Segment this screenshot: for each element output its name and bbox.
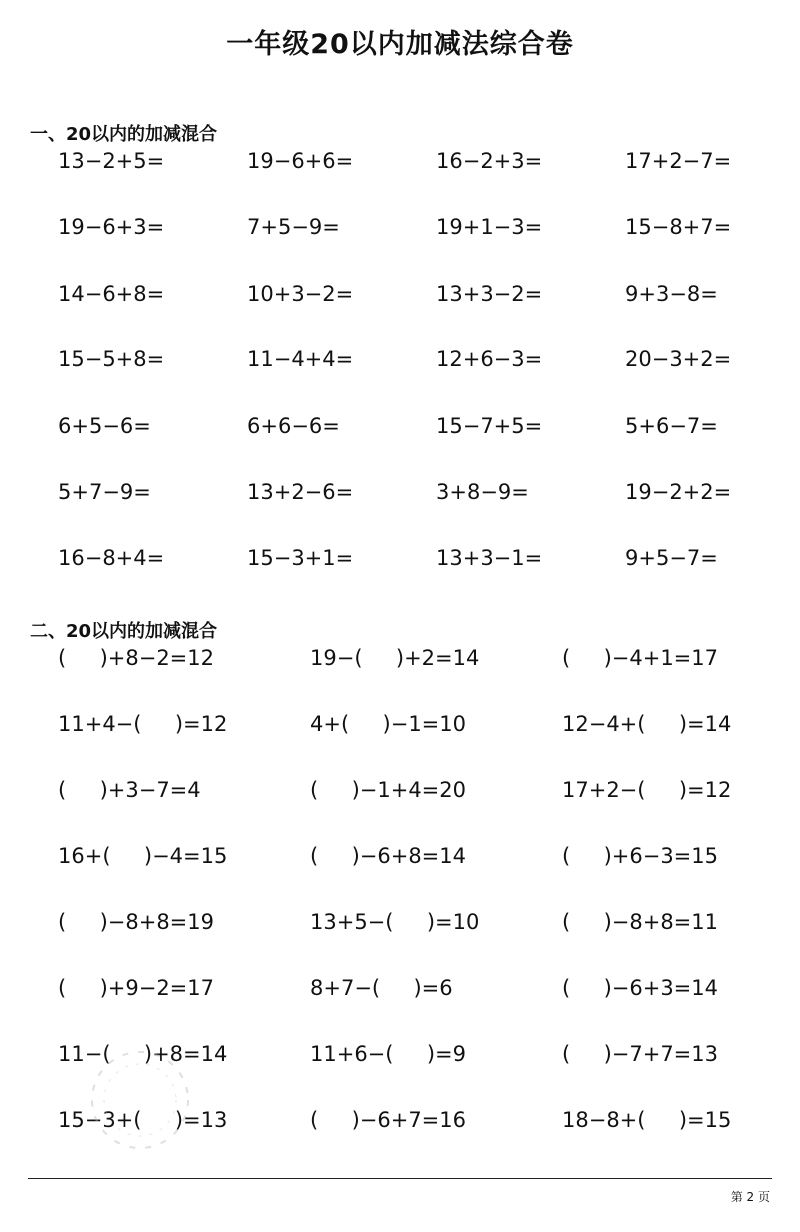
problem: 15−8+7= [625, 215, 732, 239]
problem: 9+5−7= [625, 546, 718, 570]
footer-divider [28, 1178, 772, 1179]
problem: 16−8+4= [58, 546, 165, 570]
page-title: 一年级20以内加减法综合卷 [226, 29, 574, 60]
problem: 16−2+3= [436, 149, 543, 173]
problem: 19−6+3= [58, 215, 165, 239]
problem: ( )−1+4=20 [310, 778, 466, 802]
problem: 5+7−9= [58, 480, 151, 504]
problem: 13−2+5= [58, 149, 165, 173]
problem: ( )+8−2=12 [58, 646, 214, 670]
problem: 13+5−( )=10 [310, 910, 480, 934]
worksheet-row [0, 968, 800, 1008]
problem: 6+6−6= [247, 414, 340, 438]
problem: 14−6+8= [58, 282, 165, 306]
problem: 12−4+( )=14 [562, 712, 732, 736]
problem: 19−6+6= [247, 149, 354, 173]
problem: 11+4−( )=12 [58, 712, 228, 736]
problem: ( )−4+1=17 [562, 646, 718, 670]
worksheet-row [0, 538, 800, 578]
problem: 15−3+( )=13 [58, 1108, 228, 1132]
worksheet-row [0, 770, 800, 810]
problem: 11−4+4= [247, 347, 354, 371]
problem: 7+5−9= [247, 215, 340, 239]
problem: 6+5−6= [58, 414, 151, 438]
problem: ( )−8+8=11 [562, 910, 718, 934]
worksheet-row [0, 339, 800, 379]
watermark-stamp [70, 1038, 210, 1178]
problem: 20−3+2= [625, 347, 732, 371]
problem: 3+8−9= [436, 480, 529, 504]
problem: ( )+3−7=4 [58, 778, 201, 802]
problem: 5+6−7= [625, 414, 718, 438]
problem: 13+2−6= [247, 480, 354, 504]
worksheet-row [0, 704, 800, 744]
problem: 4+( )−1=10 [310, 712, 466, 736]
problem: ( )−6+3=14 [562, 976, 718, 1000]
problem: 11+6−( )=9 [310, 1042, 466, 1066]
problem: ( )−6+8=14 [310, 844, 466, 868]
problem: 8+7−( )=6 [310, 976, 453, 1000]
worksheet-row [0, 274, 800, 314]
problem: ( )−8+8=19 [58, 910, 214, 934]
worksheet-row [0, 836, 800, 876]
problem: 15−5+8= [58, 347, 165, 371]
problem: 19−( )+2=14 [310, 646, 480, 670]
worksheet-row [0, 472, 800, 512]
problem: 13+3−2= [436, 282, 543, 306]
problem: 16+( )−4=15 [58, 844, 228, 868]
problem: 13+3−1= [436, 546, 543, 570]
problem: ( )−6+7=16 [310, 1108, 466, 1132]
worksheet-row [0, 902, 800, 942]
problem: 17+2−7= [625, 149, 732, 173]
worksheet-row [0, 406, 800, 446]
problem: 18−8+( )=15 [562, 1108, 732, 1132]
page-number: 第 2 页 [730, 1190, 770, 1204]
section-1-heading: 一、20以内的加减混合 [30, 124, 218, 145]
worksheet-row [0, 141, 800, 181]
problem: 15−7+5= [436, 414, 543, 438]
problem: ( )+9−2=17 [58, 976, 214, 1000]
problem: ( )−7+7=13 [562, 1042, 718, 1066]
problem: 19−2+2= [625, 480, 732, 504]
problem: 11−( )+8=14 [58, 1042, 228, 1066]
problem: 10+3−2= [247, 282, 354, 306]
problem: 15−3+1= [247, 546, 354, 570]
worksheet-row [0, 207, 800, 247]
problem: 9+3−8= [625, 282, 718, 306]
section-2-heading: 二、20以内的加减混合 [30, 621, 218, 642]
problem: 12+6−3= [436, 347, 543, 371]
problem: 17+2−( )=12 [562, 778, 732, 802]
problem: ( )+6−3=15 [562, 844, 718, 868]
worksheet-row [0, 638, 800, 678]
problem: 19+1−3= [436, 215, 543, 239]
